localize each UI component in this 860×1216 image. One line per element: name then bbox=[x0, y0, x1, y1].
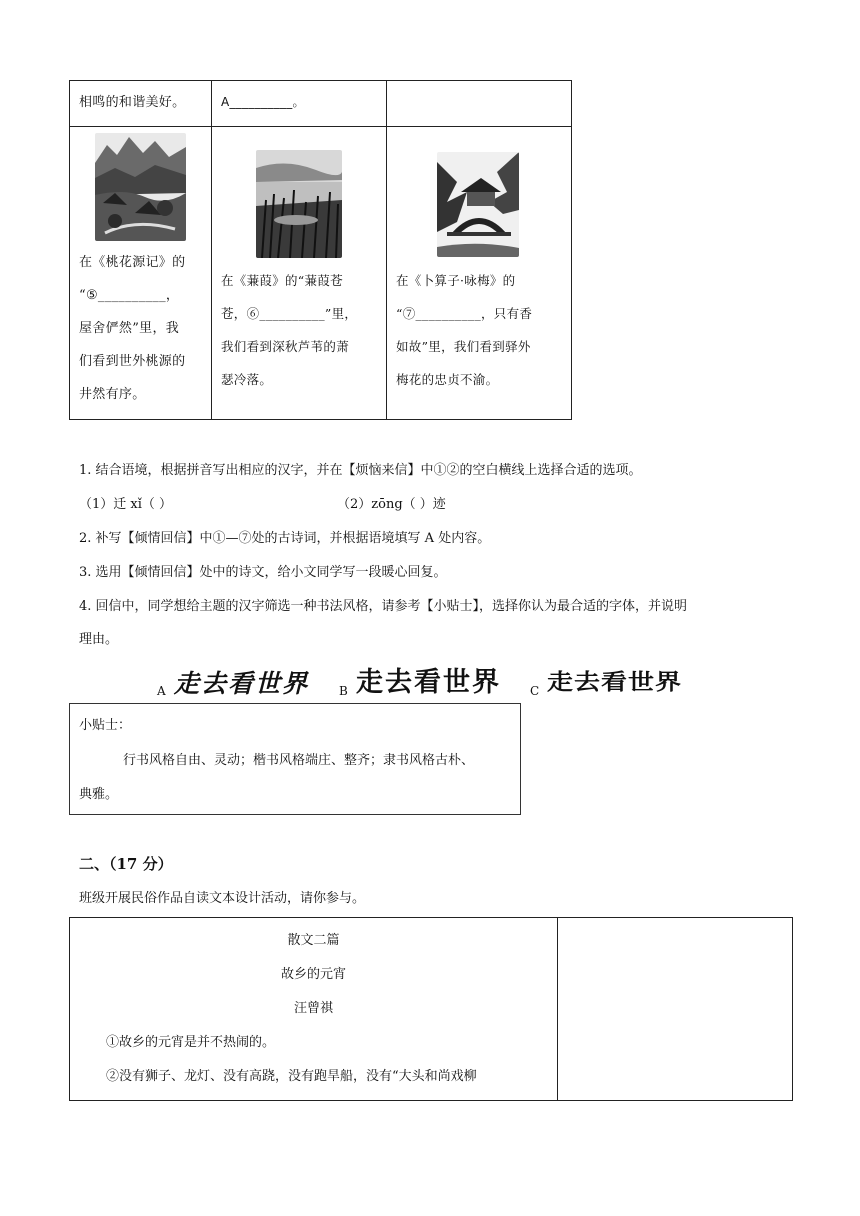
option-a-letter: A bbox=[157, 684, 166, 698]
cell-reeds-line-1: 在《蒹葭》的“蒹葭苍 bbox=[221, 273, 343, 288]
cell-plum-line-4: 梅花的忠贞不渝。 bbox=[396, 372, 499, 387]
cell-plum-line-3: 如故”里，我们看到驿外 bbox=[396, 339, 531, 354]
section-2-intro: 班级开展民俗作品自读文本设计活动，请你参与。 bbox=[79, 891, 366, 906]
option-b-letter: B bbox=[339, 684, 348, 698]
essay-author: 汪曾祺 bbox=[293, 1001, 333, 1016]
tips-title: 小贴士： bbox=[79, 718, 132, 733]
essay-subtitle: 故乡的元宵 bbox=[280, 967, 346, 982]
option-a-running-script: 走去看世界 bbox=[174, 669, 310, 698]
essay-paragraph-2: ②没有狮子、龙灯、没有高跷，没有跑旱船，没有“大头和尚戏柳 bbox=[106, 1069, 477, 1084]
option-b-regular-script: 走去看世界 bbox=[356, 667, 501, 698]
cell-plum-line-2: “⑦__________，只有香 bbox=[396, 306, 533, 321]
essay-title: 散文二篇 bbox=[287, 933, 340, 948]
option-c-clerical-script: 走去看世界 bbox=[547, 670, 683, 696]
cell-peach-line-3: 屋舍俨然”里，我 bbox=[79, 321, 180, 336]
cell-peach-line-5: 井然有序。 bbox=[79, 387, 146, 402]
cell-reeds-line-3: 我们看到深秋芦苇的萧 bbox=[221, 339, 350, 354]
question-4-line-2: 理由。 bbox=[79, 632, 119, 647]
cell-reeds-line-2: 苍，⑥__________”里， bbox=[221, 306, 358, 321]
peach-blossom-landscape-painting bbox=[95, 133, 186, 241]
tips-line-1: 行书风格自由、灵动；楷书风格端庄、整齐；隶书风格古朴、 bbox=[123, 753, 475, 768]
section-2-heading: 二、（17 分） bbox=[79, 855, 173, 873]
cell-reeds-line-4: 瑟冷落。 bbox=[221, 372, 273, 387]
option-c-letter: C bbox=[530, 684, 540, 698]
essay-table bbox=[69, 917, 793, 1101]
tips-line-2: 典雅。 bbox=[79, 787, 119, 802]
reeds-river-painting bbox=[256, 150, 342, 258]
tips-box bbox=[69, 703, 521, 815]
blank-a: A__________。 bbox=[221, 95, 305, 109]
row1-col1-text: 相鸣的和谐美好。 bbox=[79, 95, 186, 110]
question-1-part-2: （2）zōng（ ）迹 bbox=[337, 497, 446, 512]
question-2: 2. 补写【倾情回信】中①—⑦处的古诗词，并根据语境填写 A 处内容。 bbox=[79, 531, 491, 546]
cell-peach-line-4: 们看到世外桃源的 bbox=[79, 354, 186, 369]
poetry-table bbox=[69, 80, 572, 420]
plum-blossom-bridge-painting bbox=[437, 152, 519, 257]
question-4-line-1: 4. 回信中，同学想给主题的汉字筛选一种书法风格，请参考【小贴士】，选择你认为最合适的字体，并说明 bbox=[79, 599, 688, 614]
essay-paragraph-1: ①故乡的元宵是并不热闹的。 bbox=[106, 1035, 276, 1050]
cell-plum-line-1: 在《卜算子·咏梅》的 bbox=[396, 273, 516, 288]
cell-peach-line-2: “⑤__________， bbox=[79, 288, 180, 303]
cell-peach-line-1: 在《桃花源记》的 bbox=[79, 255, 186, 270]
question-1: 1. 结合语境，根据拼音写出相应的汉字，并在【烦恼来信】中①②的空白横线上选择合适的选项。 bbox=[79, 463, 642, 478]
question-1-part-1: （1）迁 xǐ（ ） bbox=[79, 497, 173, 512]
question-3: 3. 选用【倾情回信】处中的诗文，给小文同学写一段暖心回复。 bbox=[79, 565, 447, 580]
